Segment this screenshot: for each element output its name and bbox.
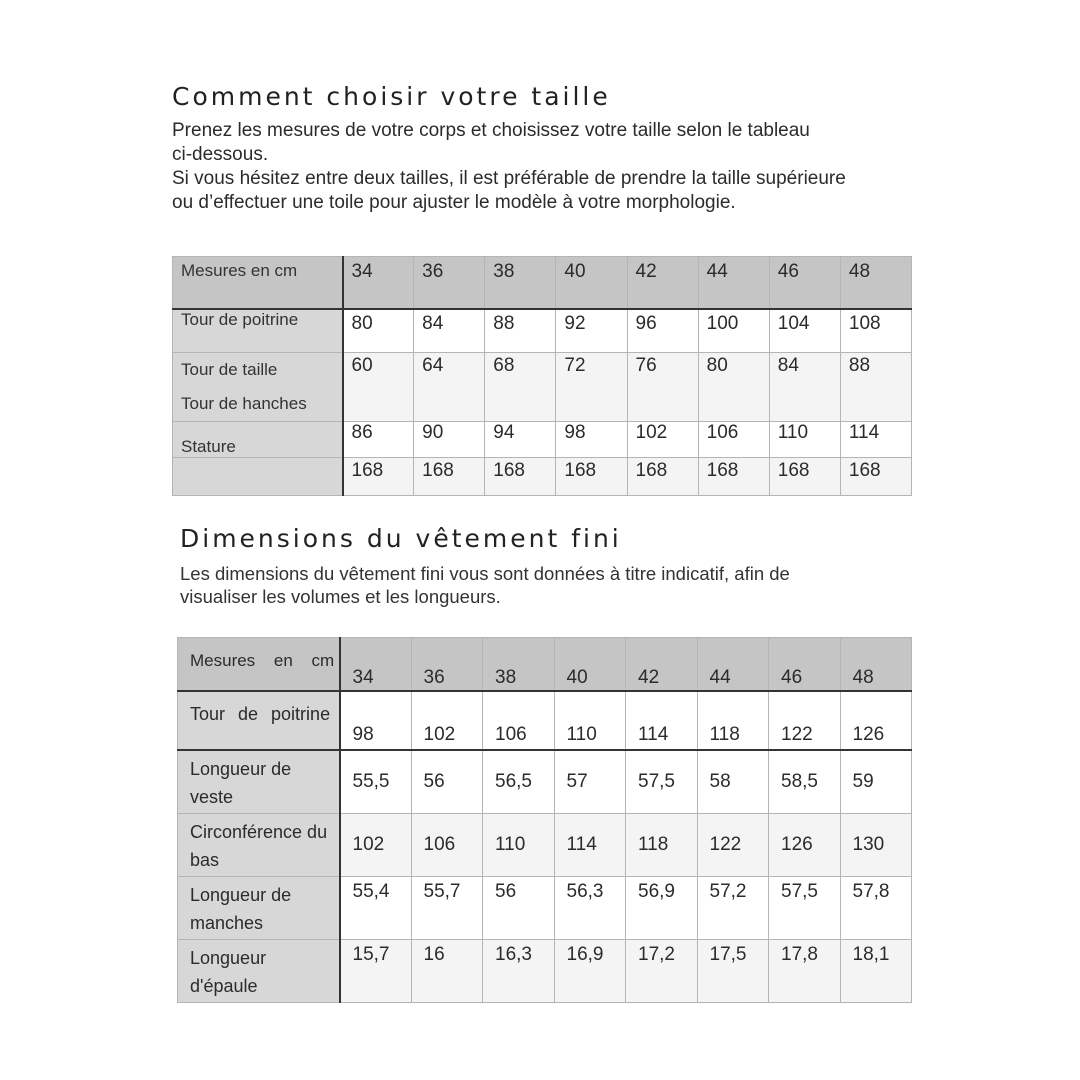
row-label-cell: Longueur de manches — [178, 877, 340, 940]
size-header-cell: 42 — [627, 257, 698, 310]
section-title-garment-dimensions: Dimensions du vêtement fini — [180, 524, 622, 553]
size-header-cell: 48 — [840, 638, 912, 692]
value-cell: 92 — [556, 309, 627, 353]
table-row — [178, 691, 912, 750]
value-cell: 130 — [840, 814, 912, 877]
value-cell: 98 — [340, 691, 412, 750]
value-cell: 88 — [485, 309, 556, 353]
value-cell: 108 — [840, 309, 911, 353]
value-cell: 110 — [769, 422, 840, 458]
header-label-cell: Mesures en cm — [173, 257, 343, 310]
value-cell: 110 — [554, 691, 626, 750]
value-cell: 56,5 — [483, 750, 555, 814]
value-cell: 56 — [411, 750, 483, 814]
size-header-cell: 34 — [340, 638, 412, 692]
size-header-cell: 40 — [556, 257, 627, 310]
table-header-row — [178, 638, 912, 692]
value-cell: 80 — [698, 353, 769, 422]
value-cell: 64 — [414, 353, 485, 422]
value-cell: 16,9 — [554, 940, 626, 1003]
size-header-cell: 46 — [769, 257, 840, 310]
size-header-cell: 36 — [411, 638, 483, 692]
value-cell: 94 — [485, 422, 556, 458]
value-cell: 60 — [343, 353, 414, 422]
size-header-cell: 36 — [414, 257, 485, 310]
table-row — [178, 750, 912, 814]
value-cell: 106 — [698, 422, 769, 458]
table-row — [178, 814, 912, 877]
value-cell: 106 — [483, 691, 555, 750]
size-header-cell: 42 — [626, 638, 698, 692]
value-cell: 114 — [554, 814, 626, 877]
value-cell: 168 — [485, 458, 556, 496]
body-measurements-table — [172, 256, 912, 496]
intro-line: visualiser les volumes et les longueurs. — [180, 586, 501, 607]
row-label-cell: Tour de taille Tour de hanches — [173, 353, 343, 422]
value-cell: 98 — [556, 422, 627, 458]
table-header-row — [173, 257, 912, 310]
value-cell: 55,7 — [411, 877, 483, 940]
value-cell: 56,3 — [554, 877, 626, 940]
value-cell: 114 — [840, 422, 911, 458]
table-row — [178, 940, 912, 1003]
value-cell: 118 — [697, 691, 769, 750]
value-cell: 86 — [343, 422, 414, 458]
size-header-cell: 34 — [343, 257, 414, 310]
value-cell: 168 — [343, 458, 414, 496]
value-cell: 58,5 — [769, 750, 841, 814]
size-header-cell: 40 — [554, 638, 626, 692]
value-cell: 88 — [840, 353, 911, 422]
value-cell: 168 — [556, 458, 627, 496]
intro-line: ou d’effectuer une toile pour ajuster le modèle à votre morphologie. — [172, 192, 736, 213]
header-label-cell: Mesures en cm — [178, 638, 340, 692]
value-cell: 59 — [840, 750, 912, 814]
row-label-cell: Longueur d'épaule — [178, 940, 340, 1003]
value-cell: 80 — [343, 309, 414, 353]
intro-line: Prenez les mesures de votre corps et choisissez votre taille selon le tableau — [172, 120, 810, 141]
size-header-cell: 38 — [485, 257, 556, 310]
value-cell: 16,3 — [483, 940, 555, 1003]
size-header-cell: 48 — [840, 257, 911, 310]
intro-line: Si vous hésitez entre deux tailles, il est préférable de prendre la taille supérieure — [172, 168, 846, 189]
value-cell: 57,2 — [697, 877, 769, 940]
value-cell: 126 — [769, 814, 841, 877]
value-cell: 17,8 — [769, 940, 841, 1003]
row-label-cell: Circonférence du bas — [178, 814, 340, 877]
table-row — [173, 353, 912, 422]
garment-dimensions-table — [177, 637, 912, 1003]
value-cell: 168 — [769, 458, 840, 496]
intro-line: ci-dessous. — [172, 144, 269, 165]
value-cell: 55,5 — [340, 750, 412, 814]
value-cell: 168 — [840, 458, 911, 496]
value-cell: 68 — [485, 353, 556, 422]
row-label-cell: Tour de poitrine — [178, 691, 340, 750]
value-cell: 76 — [627, 353, 698, 422]
value-cell: 114 — [626, 691, 698, 750]
value-cell: 18,1 — [840, 940, 912, 1003]
value-cell: 100 — [698, 309, 769, 353]
value-cell: 106 — [411, 814, 483, 877]
intro-line: Les dimensions du vêtement fini vous sont données à titre indicatif, afin de — [180, 563, 790, 584]
table-row — [178, 877, 912, 940]
value-cell: 84 — [769, 353, 840, 422]
size-header-cell: 46 — [769, 638, 841, 692]
value-cell: 104 — [769, 309, 840, 353]
row-label-cell — [173, 458, 343, 496]
value-cell: 57,5 — [626, 750, 698, 814]
value-cell: 58 — [697, 750, 769, 814]
value-cell: 55,4 — [340, 877, 412, 940]
value-cell: 122 — [769, 691, 841, 750]
value-cell: 17,5 — [697, 940, 769, 1003]
value-cell: 56 — [483, 877, 555, 940]
row-label-cell: Longueur de veste — [178, 750, 340, 814]
garment-dimensions-intro — [180, 562, 920, 608]
value-cell: 96 — [627, 309, 698, 353]
value-cell: 118 — [626, 814, 698, 877]
value-cell: 168 — [414, 458, 485, 496]
value-cell: 17,2 — [626, 940, 698, 1003]
value-cell: 16 — [411, 940, 483, 1003]
value-cell: 168 — [627, 458, 698, 496]
value-cell: 56,9 — [626, 877, 698, 940]
value-cell: 57 — [554, 750, 626, 814]
size-header-cell: 44 — [697, 638, 769, 692]
row-label-cell: Tour de poitrine — [173, 309, 343, 353]
size-header-cell: 44 — [698, 257, 769, 310]
value-cell: 126 — [840, 691, 912, 750]
value-cell: 84 — [414, 309, 485, 353]
value-cell: 90 — [414, 422, 485, 458]
value-cell: 168 — [698, 458, 769, 496]
value-cell: 102 — [627, 422, 698, 458]
value-cell: 72 — [556, 353, 627, 422]
value-cell: 57,8 — [840, 877, 912, 940]
value-cell: 102 — [340, 814, 412, 877]
value-cell: 102 — [411, 691, 483, 750]
size-guide-intro — [172, 119, 932, 215]
value-cell: 122 — [697, 814, 769, 877]
row-label-cell: Stature — [173, 422, 343, 458]
section-title-size-guide: Comment choisir votre taille — [172, 82, 611, 111]
table-row — [173, 309, 912, 353]
table-row — [173, 422, 912, 458]
table-row — [173, 458, 912, 496]
value-cell: 110 — [483, 814, 555, 877]
size-header-cell: 38 — [483, 638, 555, 692]
value-cell: 15,7 — [340, 940, 412, 1003]
value-cell: 57,5 — [769, 877, 841, 940]
